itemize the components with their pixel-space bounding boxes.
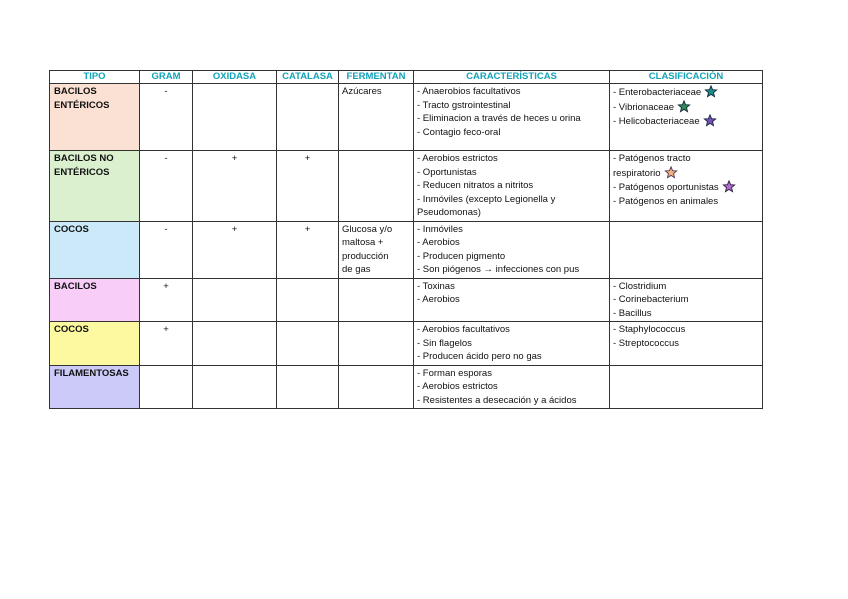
table-row (50, 365, 763, 409)
clasificacion-item (613, 100, 759, 115)
header-tipo: TIPO (50, 71, 140, 84)
table-row (50, 322, 763, 366)
gram-cell: - (140, 84, 193, 151)
clasificacion-text: respiratorio (613, 167, 661, 179)
caracteristica-item: - Forman esporas (417, 367, 492, 379)
caracteristica-item: - Contagio feco-oral (417, 126, 501, 138)
fermentan-cell (339, 84, 414, 151)
header-clasificacion: CLASIFICACIÓN (610, 71, 763, 84)
fermentan-line: maltosa + (342, 237, 384, 248)
caracteristica-item: - Aerobios estrictos (417, 153, 498, 164)
clasificacion-item (613, 180, 759, 195)
oxidasa-cell (193, 365, 277, 409)
gram-cell (140, 365, 193, 409)
caracteristica-item: - Inmóviles (417, 223, 463, 235)
caracteristica-item: Pseudomonas) (417, 207, 481, 218)
tipo-cell (50, 322, 140, 366)
star-green-icon (677, 100, 691, 113)
caracteristica-item: - Inmóviles (excepto Legionella y (417, 193, 556, 205)
tipo-line: BACILOS (54, 280, 97, 292)
tipo-cell (50, 151, 140, 222)
tipo-line: BACILOS (54, 86, 97, 97)
clasificacion-item: - Streptococcus (613, 337, 679, 349)
fermentan-cell (339, 365, 414, 409)
caracteristica-item: - Producen pigmento (417, 250, 506, 262)
fermentan-line: de gas (342, 264, 371, 275)
table-row (50, 221, 763, 278)
fermentan-line: producción (342, 250, 389, 262)
clasificacion-item: - Staphylococcus (613, 324, 686, 335)
catalasa-cell (277, 322, 339, 366)
catalasa-cell (277, 278, 339, 322)
clasificacion-item (613, 195, 759, 209)
catalasa-cell: + (277, 221, 339, 278)
star-purple-icon (703, 114, 717, 127)
tipo-cell (50, 278, 140, 322)
oxidasa-cell (193, 84, 277, 151)
table-row (50, 151, 763, 222)
caracteristica-item: - Anaerobios facultativos (417, 86, 521, 97)
oxidasa-cell: + (193, 221, 277, 278)
clasificacion-text: - Vibrionaceae (613, 101, 675, 113)
tipo-line: COCOS (54, 223, 89, 235)
clasificacion-cell (610, 84, 763, 151)
caracteristica-item: - Oportunistas (417, 166, 477, 178)
clasificacion-text: - Enterobacteriaceae (613, 87, 702, 98)
caracteristica-item: - Aerobios (417, 237, 460, 248)
clasificacion-text: - Patógenos en animales (613, 195, 719, 207)
oxidasa-cell (193, 278, 277, 322)
caracteristicas-cell (414, 84, 610, 151)
header-fermentan: FERMENTAN (339, 71, 414, 84)
clasificacion-cell (610, 151, 763, 222)
caracteristica-item: - Aerobios (417, 294, 460, 305)
caracteristica-item: - Reducen nitratos a nitritos (417, 180, 534, 191)
caracteristica-item: - Aerobios estrictos (417, 381, 498, 392)
clasificacion-cell (610, 322, 763, 366)
header-catalasa: CATALASA (277, 71, 339, 84)
clasificacion-text: - Patógenos oportunistas (613, 182, 719, 193)
tipo-cell (50, 84, 140, 151)
tipo-line: ENTÉRICOS (54, 99, 110, 111)
tipo-line: FILAMENTOSAS (54, 367, 129, 379)
gram-cell: + (140, 278, 193, 322)
caracteristica-item: - Producen ácido pero no gas (417, 351, 542, 362)
catalasa-cell (277, 365, 339, 409)
star-violet-icon (722, 180, 736, 193)
caracteristica-item: - Aerobios facultativos (417, 324, 510, 335)
clasificacion-cell (610, 221, 763, 278)
clasificacion-item (613, 114, 759, 129)
star-teal-icon (704, 85, 718, 98)
table-row (50, 278, 763, 322)
fermentan-line: Azúcares (342, 86, 382, 97)
catalasa-cell (277, 84, 339, 151)
tipo-cell (50, 221, 140, 278)
oxidasa-cell (193, 322, 277, 366)
tipo-line: BACILOS NO (54, 153, 114, 164)
clasificacion-item (613, 152, 759, 166)
clasificacion-text: - Helicobacteriaceae (613, 116, 700, 127)
clasificacion-item (613, 166, 759, 181)
fermentan-cell (339, 322, 414, 366)
header-caracteristicas: CARACTERÍSTICAS (414, 71, 610, 84)
table-row (50, 84, 763, 151)
header-oxidasa: OXIDASA (193, 71, 277, 84)
clasificacion-item: - Clostridium (613, 280, 667, 292)
oxidasa-cell: + (193, 151, 277, 222)
gram-cell: - (140, 151, 193, 222)
caracteristica-item: - Sin flagelos (417, 337, 472, 349)
clasificacion-cell (610, 365, 763, 409)
header-gram: GRAM (140, 71, 193, 84)
caracteristicas-cell (414, 221, 610, 278)
star-orange-icon (664, 166, 678, 179)
clasificacion-cell (610, 278, 763, 322)
fermentan-cell (339, 221, 414, 278)
tipo-cell (50, 365, 140, 409)
caracteristica-item: - Resistentes a desecación y a ácidos (417, 394, 577, 406)
fermentan-cell (339, 151, 414, 222)
caracteristica-item: - Son piógenos → infecciones con pus (417, 264, 580, 275)
tipo-line: ENTÉRICOS (54, 166, 110, 178)
caracteristicas-cell (414, 365, 610, 409)
clasificacion-text: - Patógenos tracto (613, 153, 691, 164)
clasificacion-item (613, 85, 759, 100)
bacteria-table (49, 70, 763, 409)
catalasa-cell: + (277, 151, 339, 222)
caracteristicas-cell (414, 151, 610, 222)
fermentan-cell (339, 278, 414, 322)
tipo-line: COCOS (54, 324, 89, 335)
gram-cell: + (140, 322, 193, 366)
fermentan-line: Glucosa y/o (342, 223, 393, 235)
gram-cell: - (140, 221, 193, 278)
header-row (50, 71, 763, 84)
caracteristicas-cell (414, 322, 610, 366)
caracteristica-item: - Tracto gstrointestinal (417, 99, 511, 111)
clasificacion-item: - Corinebacterium (613, 294, 689, 305)
caracteristicas-cell (414, 278, 610, 322)
clasificacion-item: - Bacillus (613, 307, 652, 319)
caracteristica-item: - Toxinas (417, 280, 455, 292)
caracteristica-item: - Eliminacion a través de heces u orina (417, 113, 581, 124)
